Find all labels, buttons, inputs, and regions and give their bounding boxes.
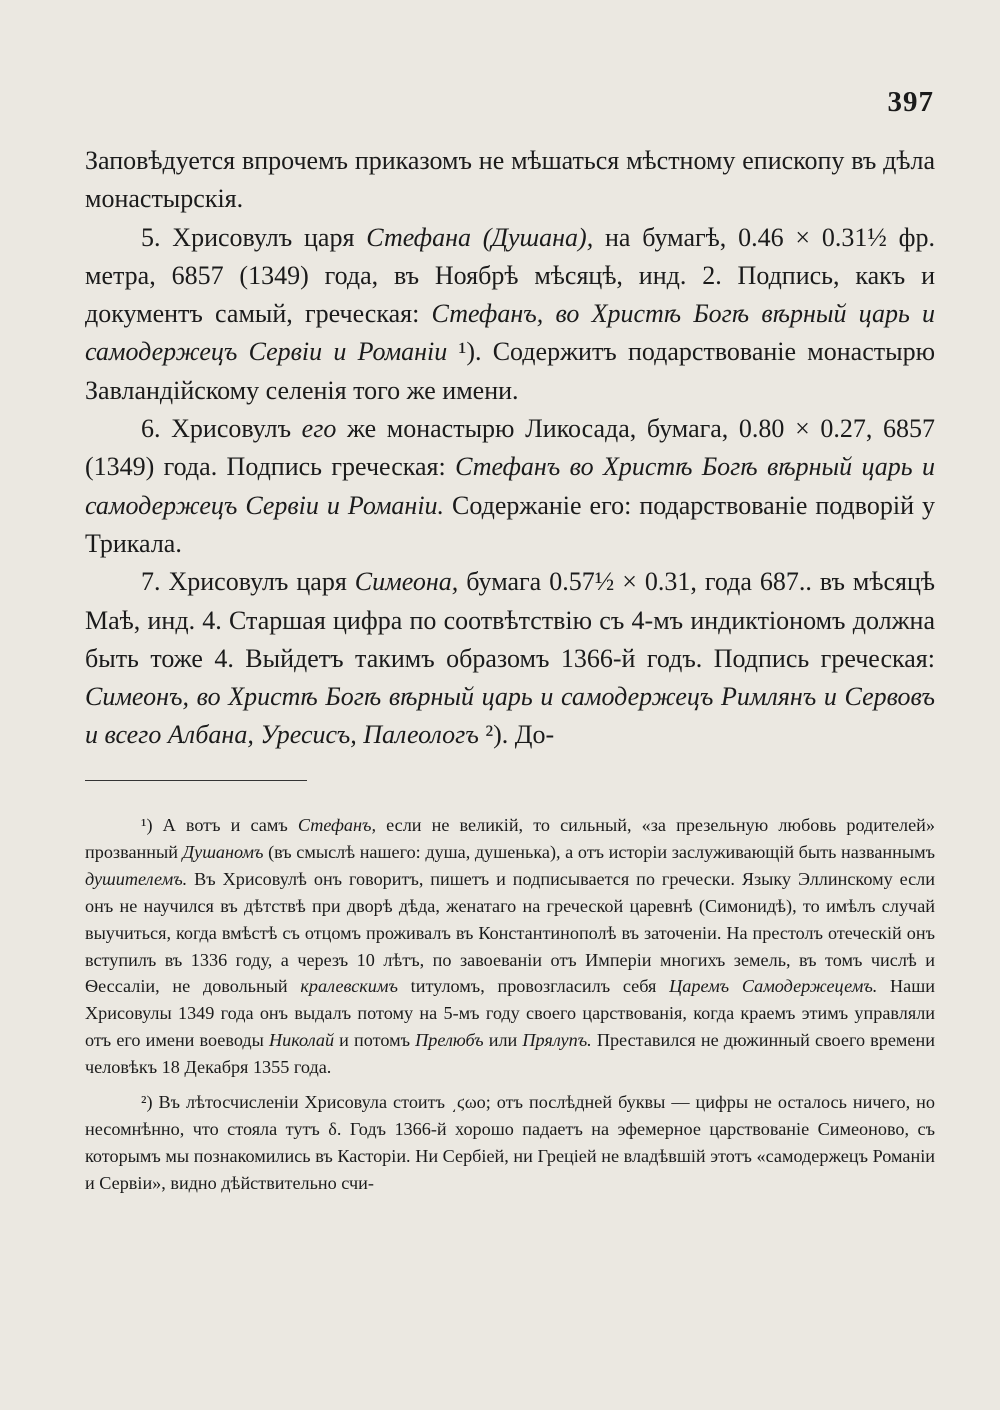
- text-run: ¹). Содержитъ подарствованіе монастырю Завландійскому селенія того же имени.: [85, 337, 936, 405]
- italic-text: Прялупъ.: [522, 1030, 592, 1051]
- text-run: же монастырю Ликосада, бумага, 0.80 × 0.27, 6857 (1349) года. Подпись греческая:: [85, 414, 935, 482]
- italic-text: его: [301, 414, 337, 444]
- italic-text: Душаномъ: [182, 841, 264, 862]
- text-run: 5. Хрисовулъ царя: [141, 222, 367, 252]
- text-run: если не великій, то сильный, «за презельную любовь родителей» прозванный: [85, 815, 935, 862]
- text-run: Наши Хрисовулы 1349 года онъ выдалъ потому на 5-мъ году своего царствованія, когда краемъ этимъ управляли отъ его имени воеводы: [85, 976, 935, 1051]
- footnote-2: [85, 1089, 935, 1197]
- italic-text: Николай: [269, 1030, 335, 1051]
- text-run: 7. Хрисовулъ царя: [141, 567, 355, 597]
- paragraph-3: [85, 410, 935, 563]
- text-run: Заповѣдуется впрочемъ приказомъ не мѣшаться мѣстному епископу въ дѣла монастырскія.: [85, 146, 935, 214]
- italic-text: Стефанъ во Христѣ Богѣ вѣрный царь и самодержецъ Сервіи и Романіи.: [85, 452, 935, 520]
- italic-text: Царемъ Самодержецемъ.: [669, 976, 878, 997]
- paragraph-2: [85, 219, 935, 410]
- italic-text: Симеона,: [354, 567, 459, 597]
- italic-text: кралевскимъ: [300, 976, 398, 997]
- text-run: или: [483, 1030, 523, 1051]
- text-run: Преставился не дюжинный своего времени человѣкъ 18 Декабря 1355 года.: [85, 1030, 935, 1078]
- italic-text: душителемъ.: [85, 868, 188, 889]
- text-run: Въ Хрисовулѣ онъ говоритъ, пишетъ и подписывается по гречески. Языку Эллинскому если онъ не научился въ дѣтствѣ при дворѣ дѣда, женатаго на греческой царевнѣ (Симонидѣ), то имѣлъ случай выучиться, когда вмѣстѣ съ отцомъ проживалъ въ Константинополѣ въ заточеніи. На престолъ отеческій онъ вступилъ въ 1336 году, а черезъ 10 лѣтъ, по завоеваніи отъ Имперіи многихъ земель, въ томъ числѣ и Ѳессаліи, не довольный: [85, 868, 935, 997]
- text-run: Содержаніе его: подарствованіе подворій у Трикала.: [85, 490, 935, 558]
- text-run: и потомъ: [334, 1030, 416, 1051]
- italic-text: Стефанъ, во Христѣ Богѣ вѣрный царь и самодержецъ Сервіи и Романіи: [85, 299, 936, 367]
- footnotes: [85, 812, 935, 1205]
- text-run: ¹) А вотъ и самъ: [141, 815, 298, 835]
- text-run: ²) Въ лѣтосчисленіи Хрисовула стоитъ ͵ϛωο; отъ послѣдней буквы — цифры не осталось ничего, но несомнѣнно, что стояла тутъ δ. Годъ 1366-й хорошо падаетъ на эфемерное царствованіе Симеоново, съ которымъ мы познакомились въ Касторіи. Ни Сербіей, ни Греціей не владѣвшій этотъ «самодержецъ Романіи и Сервіи», видно дѣйствительно счи-: [85, 1092, 935, 1193]
- text-run: на бумагѣ, 0.46 × 0.31½ фр. метра, 6857 (1349) года, въ Ноябрѣ мѣсяцѣ, инд. 2. Подпись, какъ и документъ самый, греческая:: [85, 222, 935, 329]
- italic-text: Симеонъ, во Христѣ Богѣ вѣрный царь и самодержецъ Римлянъ и Сервовъ и всего Албана, Уресисъ, Палеологъ: [85, 682, 935, 750]
- italic-text: Стефанъ,: [297, 815, 377, 835]
- text-run: бумага 0.57½ × 0.31, года 687.. въ мѣсяцѣ Маѣ, инд. 4. Старшая цифра по соотвѣтствію съ 4-мъ индиктіономъ должна быть тоже 4. Выйдетъ такимъ образомъ 1366-й годъ. Подпись греческая:: [85, 567, 935, 673]
- paragraph-1: [85, 142, 935, 219]
- italic-text: Стефана (Душана),: [366, 222, 594, 252]
- text-run: ²). До-: [478, 720, 555, 750]
- main-text: [85, 142, 935, 755]
- text-run: 6. Хрисовулъ: [141, 414, 302, 444]
- footnote-divider: [85, 780, 307, 781]
- paragraph-4: [85, 563, 935, 754]
- text-run: (въ смыслѣ нашего: душа, душенька), а отъ исторіи заслуживающій быть названнымъ: [263, 841, 935, 862]
- italic-text: Прелюбъ: [415, 1030, 484, 1051]
- footnote-1: [85, 812, 935, 1081]
- page-number: 397: [887, 86, 934, 118]
- text-run: tитуломъ, провозгласилъ себя: [397, 976, 670, 997]
